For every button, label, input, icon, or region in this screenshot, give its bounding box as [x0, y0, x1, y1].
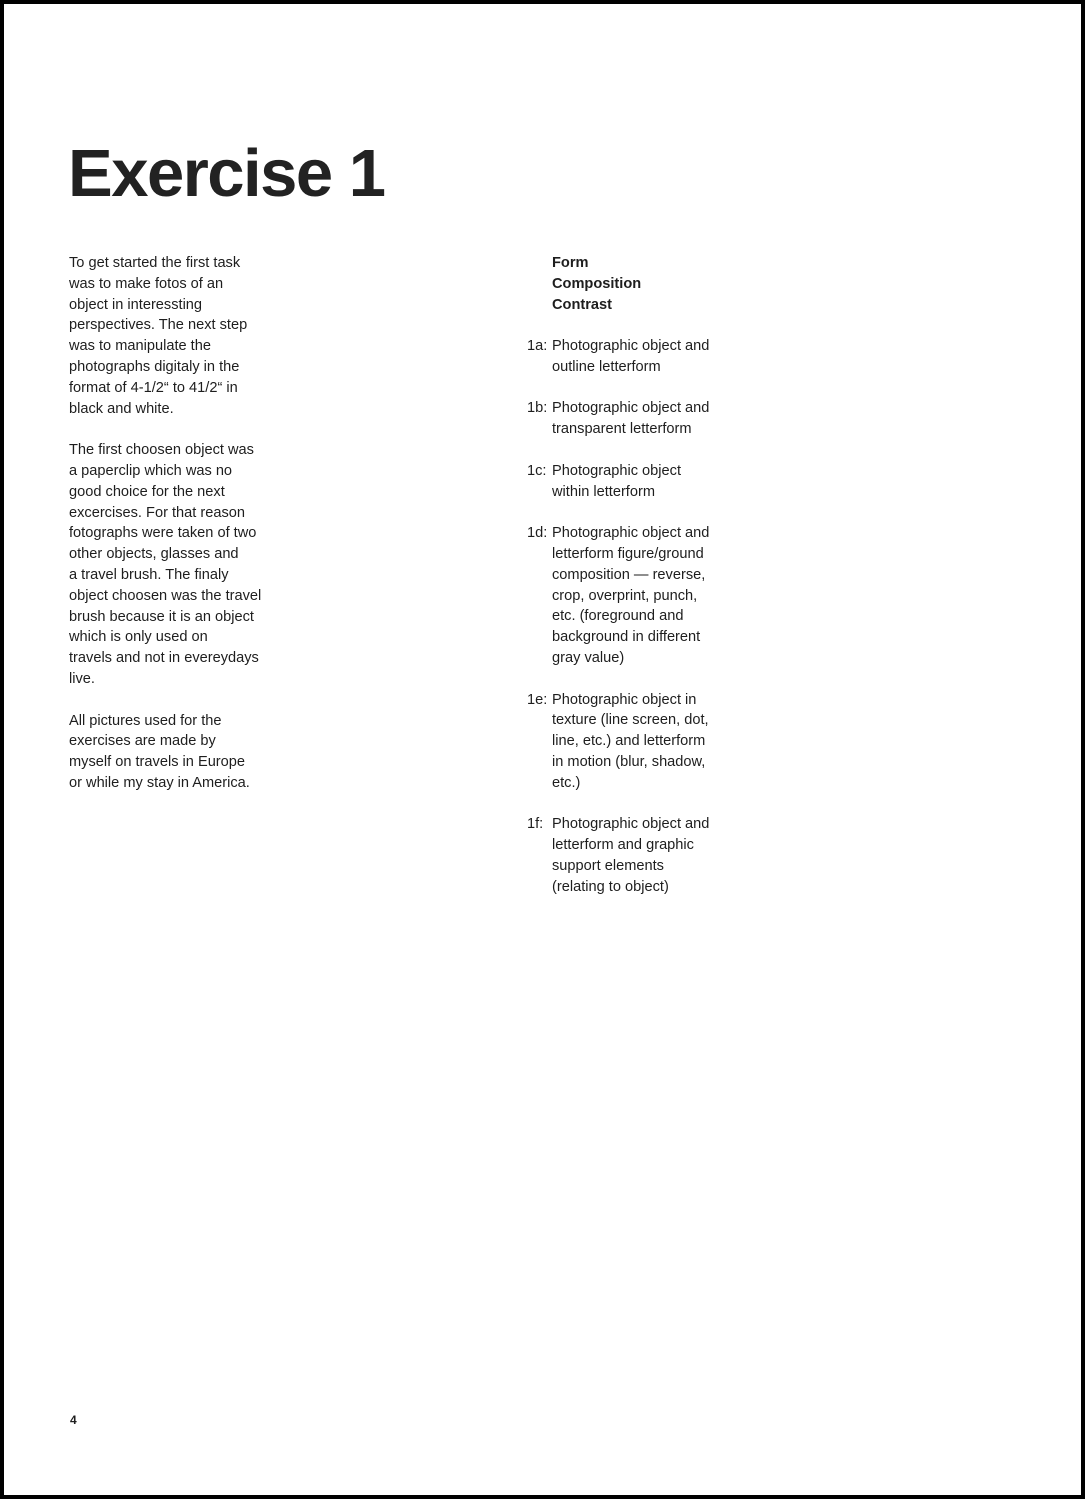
- task-description: Photographic object in texture (line screen, dot, line, etc.) and letterform in motion (blur, shadow, etc.): [552, 691, 709, 791]
- aspects-list: [552, 253, 641, 315]
- task-number: 1e:: [527, 691, 548, 708]
- task-item: [527, 336, 787, 378]
- task-item: [527, 814, 787, 897]
- aspect-item: Contrast: [552, 296, 612, 313]
- task-number: 1f:: [527, 816, 544, 833]
- task-description: Photographic object and letterform figure/ground composition — reverse, crop, overprint, punch, etc. (foreground and background in different gray value): [552, 525, 710, 666]
- task-description: Photographic object and outline letterform: [552, 338, 710, 375]
- intro-paragraph: All pictures used for the exercises are made by myself on travels in Europe or while my stay in America.: [69, 712, 250, 791]
- task-description: Photographic object and letterform and graphic support elements (relating to object): [552, 816, 710, 895]
- aspect-item: Form: [552, 255, 589, 271]
- task-item: [527, 523, 787, 669]
- task-number: 1c:: [527, 462, 547, 479]
- task-item: [527, 690, 787, 794]
- task-number: 1d:: [527, 525, 548, 542]
- page-title: Exercise 1: [68, 136, 385, 211]
- aspect-item: Composition: [552, 275, 642, 292]
- intro-paragraph: The first choosen object was a paperclip which was no good choice for the next excercises. For that reason fotographs were taken of two other objects, glasses and a travel brush. The finaly object choosen was the travel brush because it is an object which is only used on travels and not in evereydays live.: [69, 442, 262, 687]
- task-description: Photographic object and transparent letterform: [552, 400, 710, 438]
- intro-text-column: [69, 253, 299, 815]
- task-number: 1b:: [527, 400, 548, 417]
- task-item: [527, 398, 787, 440]
- intro-paragraph: To get started the first task was to make fotos of an object in interessting perspectives. The next step was to manipulate the photographs digitaly in the format of 4-1/2“ to 41/2“ in black and white.: [69, 255, 248, 417]
- task-item: [527, 461, 787, 503]
- page-number: 4: [70, 1413, 77, 1427]
- task-description: Photographic object within letterform: [552, 462, 681, 500]
- task-list: [527, 336, 787, 918]
- task-number: 1a:: [527, 338, 548, 354]
